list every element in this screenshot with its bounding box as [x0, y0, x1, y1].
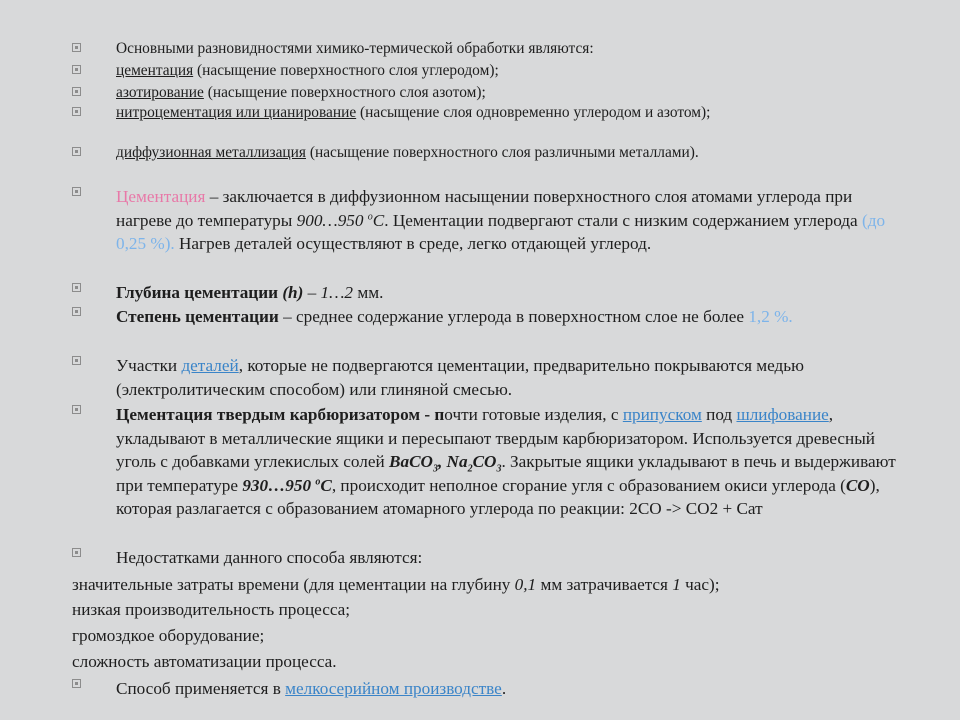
term-diffusion-metallization: диффузионная металлизация — [116, 144, 306, 161]
bullet-cementation: цементация (насыщение поверхностного слоя углеродом); — [72, 63, 912, 79]
para-automation: сложность автоматизации процесса. — [72, 652, 337, 671]
bullet-method: Способ применяется в мелкосерийном производстве. — [72, 677, 912, 701]
bullet-marker-icon — [72, 356, 81, 365]
bullet-degree: Степень цементации – среднее содержание углерода в поверхностном слое не более 1,2 %. — [72, 305, 912, 329]
bullet-parts: Участки деталей, которые не подвергаются цементации, предварительно покрываются медью (электролитическим способом) или глиняной смесью. — [72, 354, 912, 401]
term-nitriding: азотирование — [116, 84, 204, 101]
bullet-diffusion-metallization: диффузионная металлизация (насыщение поверхностного слоя различными металлами). — [72, 145, 912, 161]
carbon-content-highlight: (до 0,25 %). — [116, 210, 886, 253]
term-cementation: цементация — [116, 62, 194, 79]
degree-value-highlight: 1,2 %. — [748, 307, 793, 326]
bullet-marker-icon — [72, 548, 81, 557]
bullet-nitriding: азотирование (насыщение поверхностного слоя азотом); — [72, 85, 912, 101]
bullet-marker-icon — [72, 87, 81, 96]
bullet-marker-icon — [72, 679, 81, 688]
bullet-depth: Глубина цементации (h) – 1…2 мм. — [72, 281, 912, 305]
bullet-marker-icon — [72, 283, 81, 292]
term-cementation-highlight: Цементация — [116, 187, 206, 206]
link-allowance[interactable]: припуском — [622, 405, 702, 424]
link-small-batch-production[interactable]: мелкосерийном производстве — [285, 679, 502, 698]
para-time: значительные затраты времени (для цементации на глубину 0,1 мм затрачивается 1 час); — [72, 575, 720, 594]
link-grinding[interactable]: шлифование — [736, 405, 829, 424]
bullet-marker-icon — [72, 405, 81, 414]
term-nitrocementation: нитроцементация или цианирование — [116, 104, 357, 121]
bullet-nitrocementation: нитроцементация или цианирование (насыщение слоя одновременно углеродом и азотом); — [72, 105, 912, 121]
bullet-solid-carburizer: Цементация твердым карбюризатором - почти готовые изделия, с припуском под шлифование, укладывают в металлические ящики и пересыпают твердым карбюризатором. Используется древесный уголь с добавками углекислых солей BaCO$_3$, $Na_2CO_3$. Закрытые ящики укладывают в печь и выдерживают при температуре 930…950 $^o$C, происходит неполное сгорание угля с образованием окиси углерода (CO), которая разлагается с образованием атомарного углерода по реакции: 2СО -> СО2 + Сат — [72, 403, 912, 521]
bullet-marker-icon — [72, 147, 81, 156]
bullet-marker-icon — [72, 107, 81, 116]
link-details[interactable]: деталей — [181, 356, 239, 375]
bullet-marker-icon — [72, 307, 81, 316]
bullet-cementation-definition: Цементация – заключается в диффузионном насыщении поверхностного слоя атомами углерода при нагреве до температуры 900…950 $^o$С. Цементации подвергают стали с низким содержанием углерода (до 0,25 %). Нагрев деталей осуществляют в среде, легко отдающей углерод. — [72, 185, 912, 256]
bullet-intro: Основными разновидностями химико-термической обработки являются: — [72, 41, 912, 57]
bullet-marker-icon — [72, 43, 81, 52]
bullet-marker-icon — [72, 65, 81, 74]
bullet-disadvantages: Недостатками данного способа являются: — [72, 546, 912, 570]
para-bulky-equipment: громоздкое оборудование; — [72, 626, 265, 645]
bullet-marker-icon — [72, 187, 81, 196]
para-low-productivity: низкая производительность процесса; — [72, 600, 351, 619]
